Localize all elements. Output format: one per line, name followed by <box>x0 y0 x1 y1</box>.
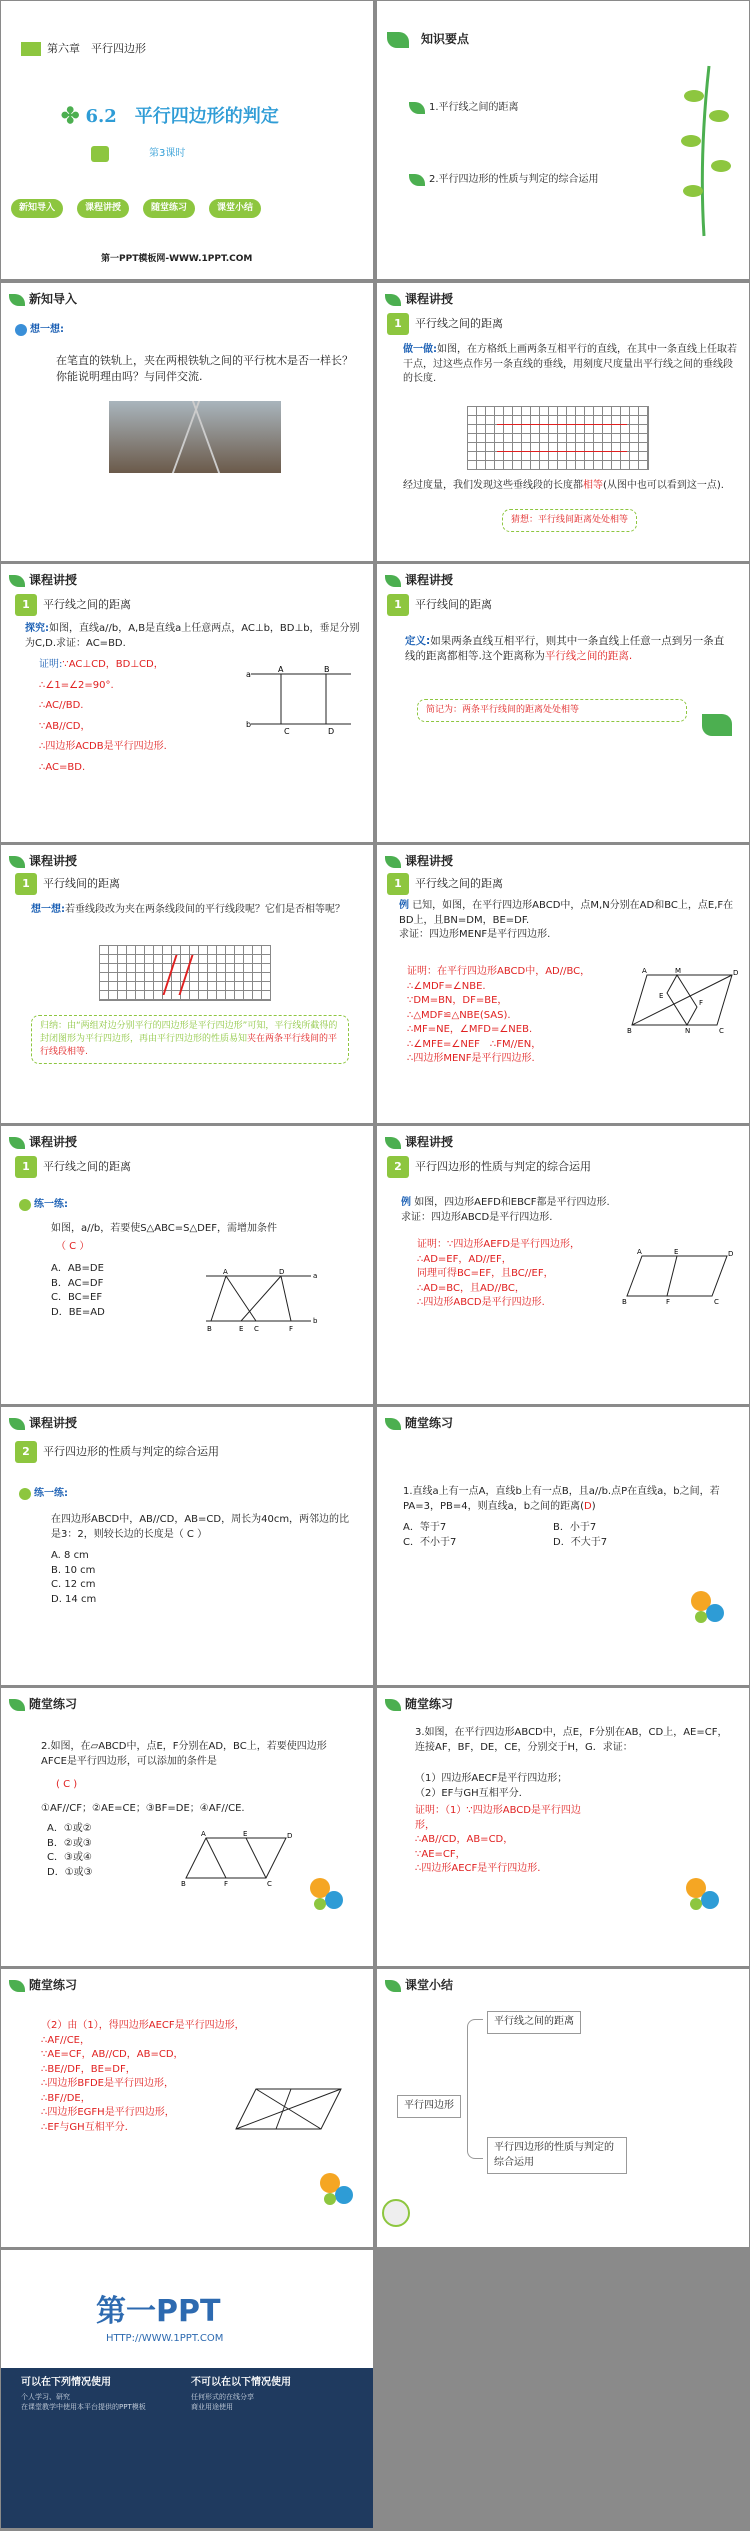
header-title: 随堂练习 <box>29 1978 78 1992</box>
do-text: 做一做:如图，在方格纸上画两条互相平行的直线，在其中一条直线上任取若干点，过这些点作另一条直线的垂线，用刻度尺度量出平行线之间的垂线段的长度. <box>403 344 737 384</box>
svg-text:B: B <box>627 1027 632 1035</box>
chapter-label: 第六章 平行四边形 <box>47 42 146 55</box>
label-a: a <box>246 670 251 679</box>
svg-text:D: D <box>287 1832 293 1840</box>
k1-text: 1.平行线之间的距离 <box>429 102 519 113</box>
svg-text:A: A <box>223 1268 228 1276</box>
svg-text:A: A <box>642 967 647 975</box>
slide-header <box>385 1977 453 1994</box>
conditions: ①AF//CF；②AE=CE；③BF=DE；④AF//CE. <box>41 1803 245 1814</box>
svg-text:E: E <box>239 1325 244 1333</box>
proof-block: 证明：在平行四边形ABCD中，AD//BC， ∴∠MDF=∠NBE. ∵DM=BN，DF=BE， ∴△MDF≌△NBE(SAS). ∴MF=NE，∠MFD=∠NEB. ∴∠MFE=∠NEF ∴FM//EN， ∴四边形MENF是平行四边形. <box>407 966 591 1064</box>
snail-icon <box>382 2199 410 2227</box>
slide-17 <box>1 2250 373 2528</box>
header-title: 知识要点 <box>421 32 470 46</box>
leaf-icon <box>9 1418 25 1430</box>
pill-lecture[interactable]: 课程讲授 <box>77 199 129 218</box>
example-text: 例 如图，四边形AEFD和EBCF都是平行四边形. 求证：四边形ABCD是平行四边形. <box>401 1197 610 1223</box>
slide-header <box>9 572 77 589</box>
railway-photo <box>109 401 281 473</box>
leaf-icon <box>385 856 401 868</box>
slide-header <box>385 853 453 870</box>
header-title: 课程讲授 <box>29 854 78 868</box>
footer-panel <box>1 2368 373 2528</box>
svg-text:B: B <box>181 1880 186 1888</box>
svg-text:A: A <box>637 1248 642 1256</box>
section-label: 1 平行线之间的距离 <box>387 873 503 895</box>
parallelogram-figure <box>231 2079 351 2139</box>
bag-icon <box>91 146 109 162</box>
leaf-icon <box>385 1418 401 1430</box>
header-title: 课程讲授 <box>29 1416 78 1430</box>
options: A. 8 cm B. 10 cm C. 12 cm D. 14 cm <box>51 1550 97 1605</box>
section-label: 1 平行线间的距离 <box>387 594 492 616</box>
section-label: 1 平行线间的距离 <box>15 873 120 895</box>
cannot-list: 任何形式的在线分享 商业用途使用 <box>191 2393 254 2412</box>
leaf-icon <box>385 1699 401 1711</box>
leaf-icon <box>9 1137 25 1149</box>
options: A．①或② B．②或③ C．③或④ D．①或③ <box>47 1823 93 1878</box>
leaf-icon <box>387 32 409 48</box>
svg-text:E: E <box>659 992 664 1000</box>
svg-text:a: a <box>313 1272 318 1280</box>
question-text: 3.如图，在平行四边形ABCD中，点E，F分别在AB，CD上，AE=CF，连接AF，BF，DE，CE，分别交于H，G．求证： <box>415 1727 728 1753</box>
slide-header <box>387 31 469 48</box>
slide-header <box>9 853 77 870</box>
parallelogram-figure <box>181 1828 291 1888</box>
question-text: 1.直线a上有一点A，直线b上有一点B，且a//b.点P在直线a，b之间，若PA=3，PB=4，则直线a，b之间的距离(D) <box>403 1486 720 1512</box>
pill-intro[interactable]: 新知导入 <box>11 199 63 218</box>
header-title: 随堂练习 <box>405 1697 454 1711</box>
root-node: 平行四边形 <box>397 2095 461 2118</box>
proof-block: 证明：∵四边形AEFD是平行四边形， ∴AD=EF，AD//EF， 同理可得BC=EF，且BC//EF， ∴AD=BC，且AD//BC， ∴四边形ABCD是平行四边形. <box>417 1239 580 1308</box>
practice-label: 练一练: <box>19 1198 68 1213</box>
leaf-decoration <box>702 714 732 742</box>
pill-summary[interactable]: 课堂小结 <box>209 199 261 218</box>
leaf-icon <box>9 1980 25 1992</box>
slide-header <box>385 1415 453 1432</box>
header-title: 课程讲授 <box>29 1135 78 1149</box>
slide-header <box>9 1977 77 1994</box>
question-text: 在四边形ABCD中，AB//CD，AB=CD，周长为40cm，两邻边的比是3：2，则较长边的长度是（ C ） <box>51 1514 350 1540</box>
svg-text:D: D <box>733 969 739 977</box>
think-label: 想一想: <box>15 323 64 338</box>
svg-text:M: M <box>675 967 682 975</box>
leaf-icon <box>385 575 401 587</box>
example-text: 例 已知，如图，在平行四边形ABCD中，点M,N分别在AD和BC上，点E,F在BD上，且BN=DM，BE=DF. 求证：四边形MENF是平行四边形. <box>399 900 734 940</box>
leaf-icon <box>9 856 25 868</box>
period-row <box>91 146 185 162</box>
svg-text:N: N <box>685 1027 691 1035</box>
question-text: 2.如图，在▱ABCD中，点E，F分别在AD，BC上，若要使四边形AFCE是平行四边形，可以添加的条件是 <box>41 1741 327 1767</box>
answer: （ C ） <box>56 1241 90 1252</box>
footer-text: 第一PPT模板网-WWW.1PPT.COM <box>101 254 253 264</box>
svg-text:D: D <box>728 1250 734 1258</box>
options: A．等于7 B．小于7 C．不小于7 D．不大于7 <box>403 1522 608 1548</box>
pill-nav <box>11 199 261 218</box>
section-label: 2 平行四边形的性质与判定的综合运用 <box>387 1156 591 1178</box>
proof-block: 证明：（1）∵四边形ABCD是平行四边形， ∴AB//CD，AB=CD， ∵AE=CF， ∴四边形AECF是平行四边形. <box>415 1805 581 1874</box>
svg-text:B: B <box>622 1298 627 1306</box>
slide-1 <box>1 1 373 279</box>
can-list: 个人学习、研究 在课堂教学中使用本平台提供的PPT模板 <box>21 2393 146 2412</box>
slide-7 <box>1 845 373 1123</box>
summary-box: 归纳：由“两组对边分别平行的四边形是平行四边形”可知，平行线所截得的封闭图形为平行四边形，再由平行四边形的性质易知夹在两条平行线间的平行线段相等. <box>31 1015 349 1064</box>
svg-text:A: A <box>201 1830 206 1838</box>
header-title: 新知导入 <box>29 292 78 306</box>
knowledge-2 <box>409 173 599 188</box>
proof-block: （2）由（1），得四边形AECF是平行四边形， ∴AF//CE， ∵AE=CF，AB//CD，AB=CD， ∴BE//DF，BE=DF， ∴四边形BFDE是平行四边形， ∴BF//DE， ∴四边形EGFH是平行四边形， ∴EF与GH互相平分． <box>41 2020 245 2133</box>
gears-icon <box>316 2169 356 2209</box>
branch-2: 平行四边形的性质与判定的综合运用 <box>487 2137 627 2174</box>
gears-icon <box>306 1874 346 1914</box>
memo-box: 简记为：两条平行线间的距离处处相等 <box>417 699 687 722</box>
svg-text:C: C <box>284 727 290 736</box>
slide-header <box>385 291 453 308</box>
header-title: 课程讲授 <box>405 292 454 306</box>
slide-2 <box>377 1 749 279</box>
header-title: 课程讲授 <box>29 573 78 587</box>
practice-label: 练一练: <box>19 1487 68 1502</box>
think-text: 想一想:若垂线段改为夹在两条线段间的平行线段呢？它们是否相等呢？ <box>31 904 345 915</box>
slide-4 <box>377 283 749 561</box>
slide-15 <box>1 1969 373 2247</box>
triangles-figure <box>201 1266 321 1336</box>
header-title: 随堂练习 <box>29 1697 78 1711</box>
question-text: 如图，a//b，若要使S△ABC=S△DEF，需增加条件 <box>51 1223 277 1234</box>
person-icon <box>15 324 27 336</box>
parallel-figure <box>246 664 356 744</box>
k2-text: 2.平行四边形的性质与判定的综合运用 <box>429 174 599 185</box>
svg-text:F: F <box>224 1880 229 1888</box>
svg-text:B: B <box>207 1325 212 1333</box>
result-text: 经过度量，我们发现这些垂线段的长度都相等(从图中也可以看到这一点). <box>403 480 724 491</box>
leaf-icon <box>409 174 425 186</box>
leaf-icon <box>385 1137 401 1149</box>
slide-header <box>9 1696 77 1713</box>
can-title: 可以在下列情况使用 <box>21 2377 111 2388</box>
slide-13 <box>1 1688 373 1966</box>
parallelogram-figure <box>627 965 742 1035</box>
svg-text:F: F <box>666 1298 671 1306</box>
gear-icon <box>19 1199 31 1211</box>
leaf-icon <box>385 294 401 306</box>
section-label: 1 平行线之间的距离 <box>387 313 503 335</box>
red-line <box>497 424 627 425</box>
svg-text:E: E <box>243 1830 248 1838</box>
leaf-icon <box>9 1699 25 1711</box>
answer: ( C ) <box>56 1779 78 1790</box>
chapter-header <box>21 41 146 57</box>
grid-figure <box>467 406 649 470</box>
svg-text:E: E <box>674 1248 679 1256</box>
period-label: 第3课时 <box>149 147 186 159</box>
slide-12 <box>377 1407 749 1685</box>
slide-title <box>61 101 279 133</box>
header-title: 课程讲授 <box>405 854 454 868</box>
label-b: b <box>246 720 252 729</box>
section-label: 1 平行线之间的距离 <box>15 594 131 616</box>
header-title: 随堂练习 <box>405 1416 454 1430</box>
brand-url[interactable]: HTTP://WWW.1PPT.COM <box>106 2333 224 2344</box>
branch-1: 平行线之间的距离 <box>487 2011 581 2034</box>
options: A．AB=DE B．AC=DF C．BC=EF D．BE=AD <box>51 1263 105 1318</box>
svg-text:b: b <box>313 1317 318 1325</box>
header-title: 课程讲授 <box>405 1135 454 1149</box>
slide-6 <box>377 564 749 842</box>
gears-icon <box>682 1874 722 1914</box>
slide-14 <box>377 1688 749 1966</box>
svg-text:A: A <box>278 665 284 674</box>
cannot-title: 不可以在以下情况使用 <box>191 2377 291 2388</box>
header-title: 课程讲授 <box>405 573 454 587</box>
leaf-icon <box>9 294 25 306</box>
knowledge-1 <box>409 101 519 116</box>
slide-10 <box>377 1126 749 1404</box>
section-label: 1 平行线之间的距离 <box>15 1156 131 1178</box>
svg-text:F: F <box>289 1325 294 1333</box>
plant-icon <box>669 56 739 236</box>
pill-practice[interactable]: 随堂练习 <box>143 199 195 218</box>
slide-header <box>385 1134 453 1151</box>
proof-block: 证明:∵AC⊥CD，BD⊥CD， ∴∠1=∠2=90°. ∴AC//BD. ∵AB//CD， ∴四边形ACDB是平行四边形. ∴AC=BD. <box>39 659 167 773</box>
gears-icon <box>687 1587 727 1627</box>
leaf-icon <box>409 102 425 114</box>
definition-text: 定义:如果两条直线互相平行，则其中一条直线上任意一点到另一条直线的距离都相等.这个距离称为平行线之间的距离. <box>405 635 725 663</box>
section-label: 2 平行四边形的性质与判定的综合运用 <box>15 1441 219 1463</box>
red-line <box>497 451 627 452</box>
slide-9 <box>1 1126 373 1404</box>
subquestions: （1）四边形AECF是平行四边形； （2）EF与GH互相平分． <box>415 1773 568 1799</box>
svg-text:D: D <box>279 1268 285 1276</box>
brand-logo: 第一PPT <box>96 2294 221 2329</box>
svg-text:C: C <box>719 1027 724 1035</box>
gear-icon <box>19 1488 31 1500</box>
leaf-icon <box>9 575 25 587</box>
leaf-icon <box>385 1980 401 1992</box>
svg-text:F: F <box>699 999 704 1007</box>
clover-icon: ✤ <box>61 103 80 129</box>
explore-text: 探究:如图，直线a//b，A,B是直线a上任意两点，AC⊥b，BD⊥b，垂足分别为C,D.求证：AC=BD. <box>25 623 360 649</box>
parallelogram-figure <box>622 1246 737 1306</box>
slide-16 <box>377 1969 749 2247</box>
brace <box>467 2019 483 2159</box>
svg-text:C: C <box>254 1325 259 1333</box>
slide-header <box>385 1696 453 1713</box>
question-text: 在笔直的铁轨上，夹在两根铁轨之间的平行枕木是否一样长？你能说明理由吗？与同伴交流. <box>56 354 353 383</box>
slide-header <box>9 291 77 308</box>
slide-header <box>9 1134 77 1151</box>
header-title: 课堂小结 <box>405 1978 454 1992</box>
slide-5 <box>1 564 373 842</box>
svg-text:C: C <box>267 1880 272 1888</box>
slide-header <box>9 1415 77 1432</box>
tip-box: 猜想：平行线间距离处处相等 <box>502 509 637 532</box>
title-text: 6.2 平行四边形的判定 <box>85 105 279 127</box>
slide-header <box>385 572 453 589</box>
svg-text:C: C <box>714 1298 719 1306</box>
svg-text:B: B <box>324 665 330 674</box>
slide-3 <box>1 283 373 561</box>
slide-11 <box>1 1407 373 1685</box>
svg-text:D: D <box>328 727 335 736</box>
book-icon <box>21 42 41 56</box>
slide-8 <box>377 845 749 1123</box>
